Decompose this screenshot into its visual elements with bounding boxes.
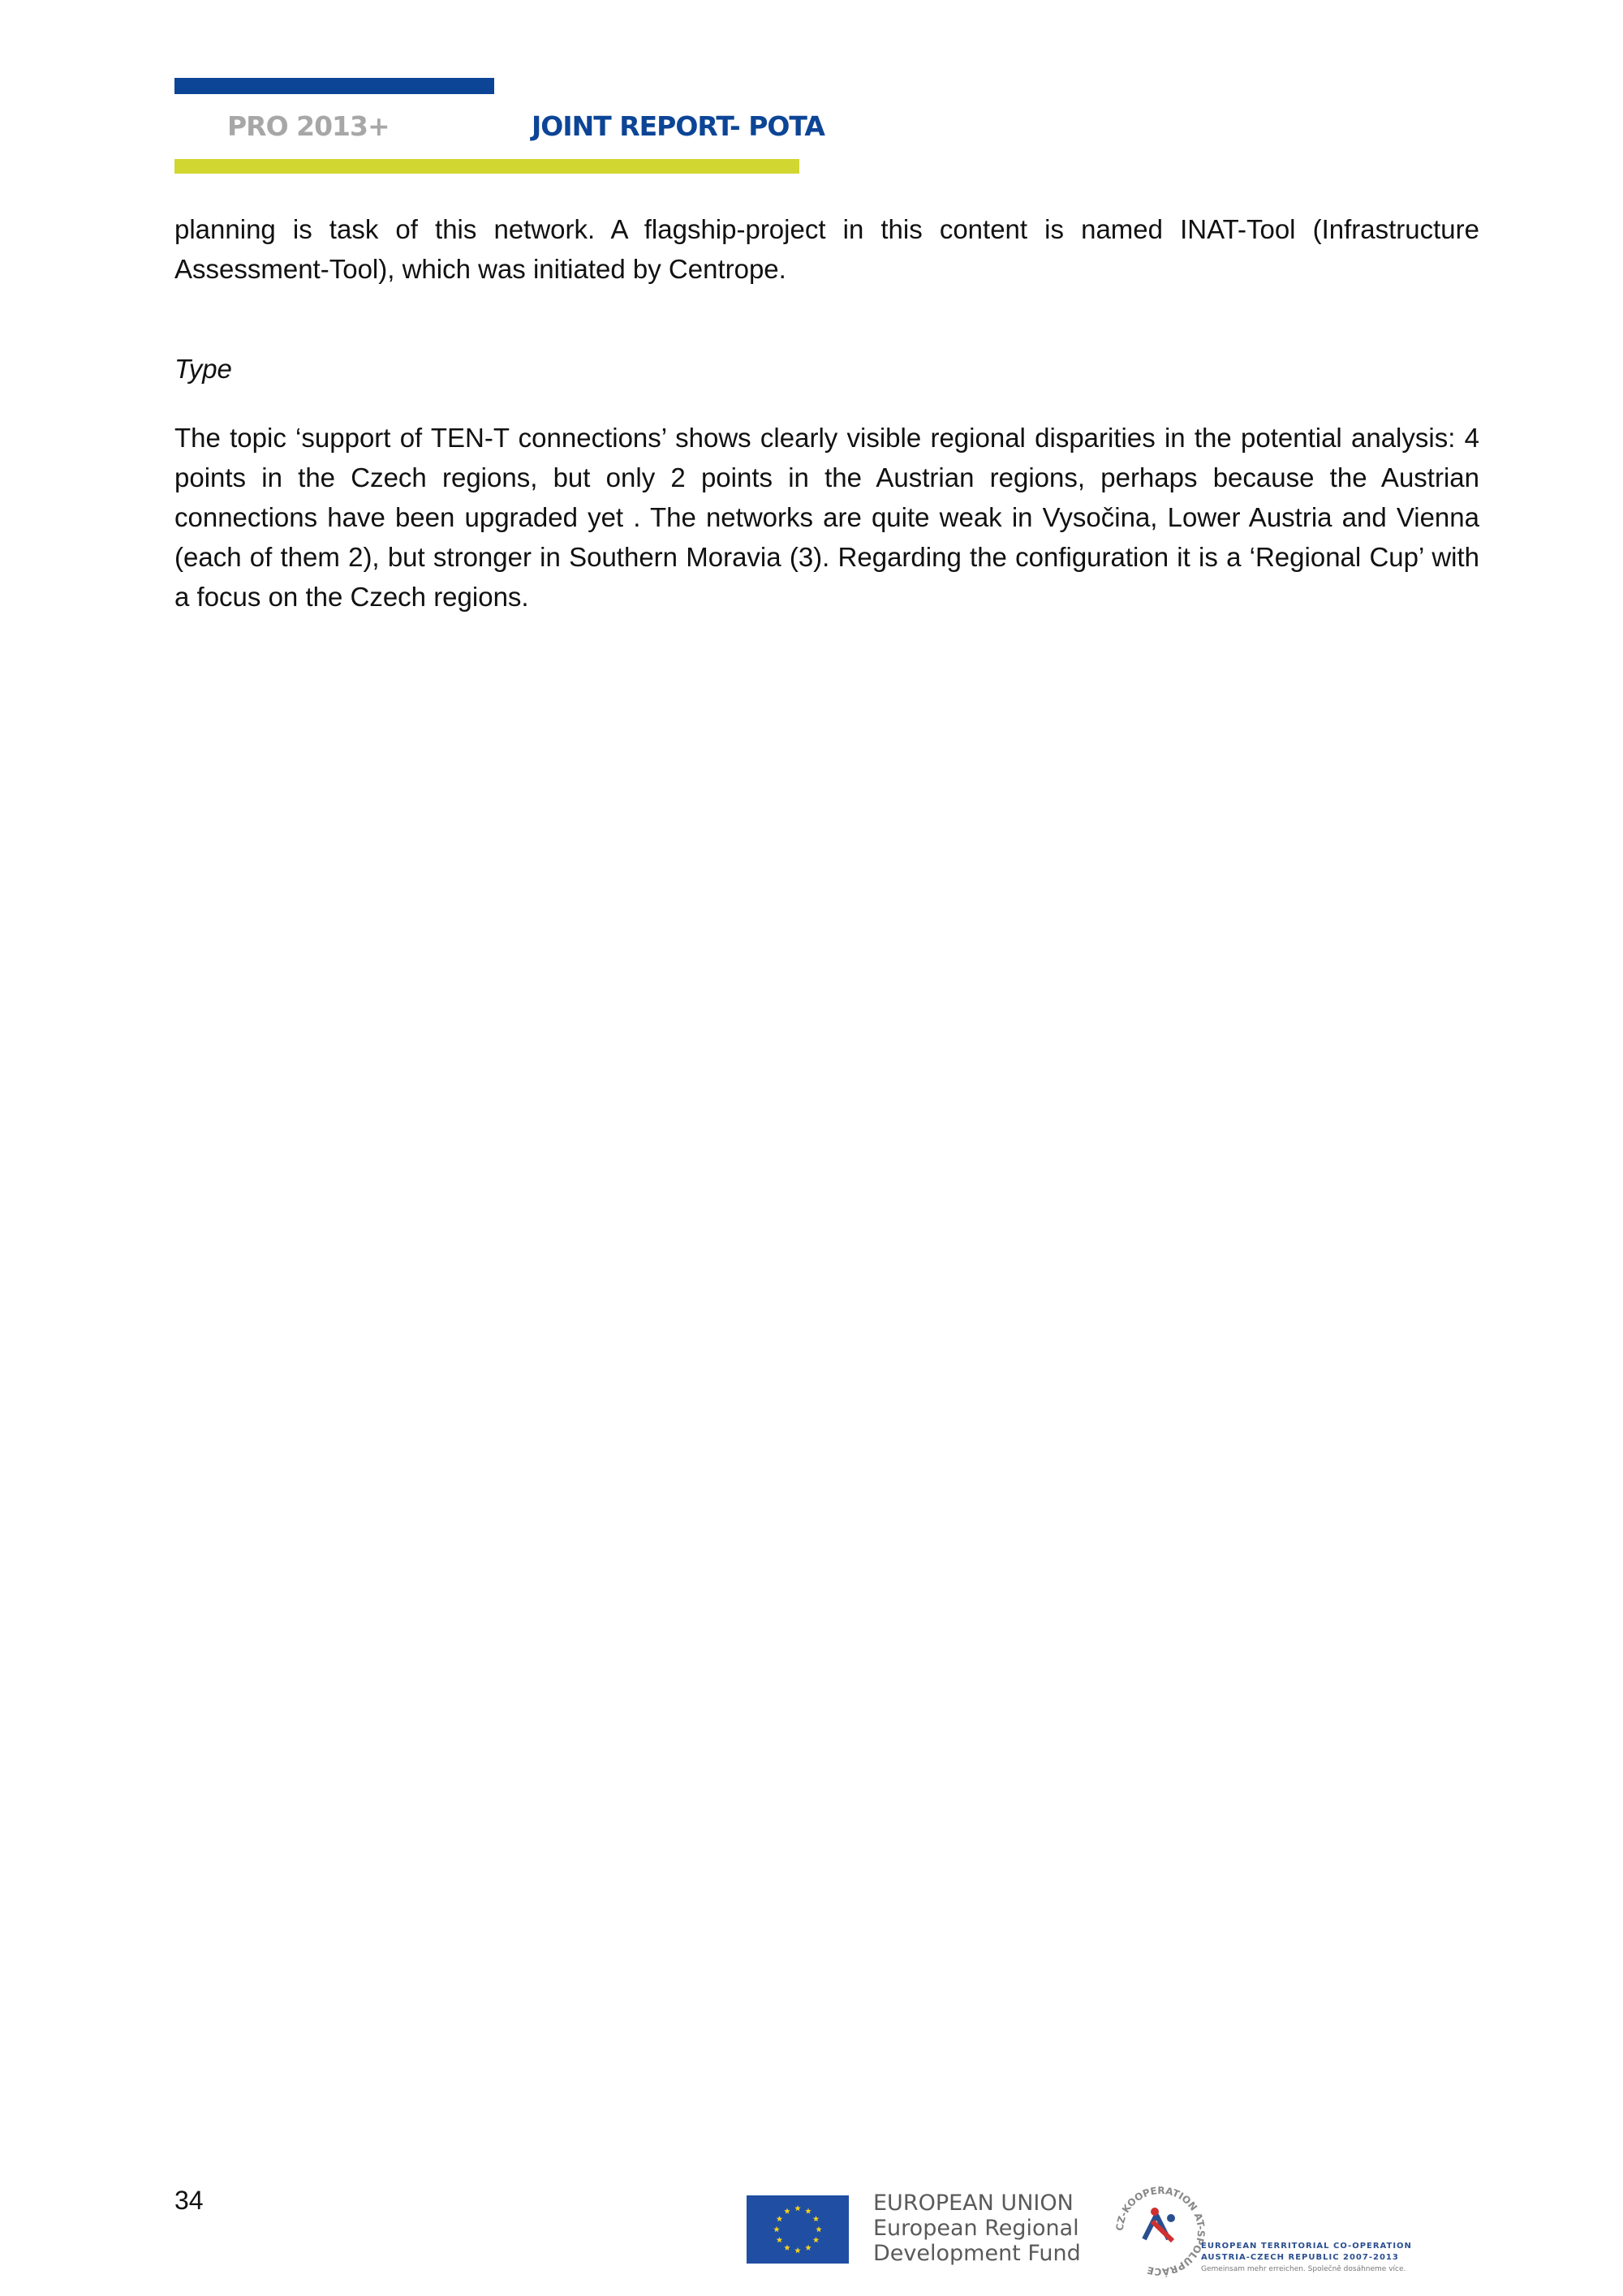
etc-programme-label bbox=[1201, 2241, 1412, 2275]
header-right-title: JOINT REPORT- POTA bbox=[532, 110, 824, 142]
eu-line-2: European Regional bbox=[873, 2216, 1079, 2241]
etc-tagline: Gemeinsam mehr erreichen. Společně dosáhneme více. bbox=[1201, 2265, 1406, 2273]
eu-line-1: EUROPEAN UNION bbox=[873, 2191, 1074, 2216]
page-number: 34 bbox=[174, 2186, 204, 2215]
section-heading-type: Type bbox=[174, 354, 232, 384]
header-lime-bar bbox=[174, 159, 799, 174]
header-left-title: PRO 2013+ bbox=[227, 110, 390, 142]
header-blue-bar bbox=[174, 78, 494, 94]
eu-erdf-label bbox=[873, 2191, 1081, 2266]
eu-flag-icon bbox=[747, 2195, 849, 2264]
eu-line-3: Development Fund bbox=[873, 2241, 1081, 2266]
etc-line-2: AUSTRIA-CZECH REPUBLIC 2007-2013 bbox=[1201, 2253, 1399, 2262]
etc-cooperation-logo-icon bbox=[1108, 2182, 1213, 2280]
paragraph-1: planning is task of this network. A flagship-project in this content is named INAT-Tool (Infrastructure Assessment-Tool), which was initiated by Centrope. bbox=[174, 214, 1479, 284]
paragraph-2: The topic ‘support of TEN-T connections’ shows clearly visible regional disparities in the potential analysis: 4 points in the Czech regions, but only 2 points in the Austrian regions, perhaps because the Austrian connections have been upgraded yet . The networks are quite weak in Vysočina, Lower Austria and Vienna (each of them 2), but stronger in Southern Moravia (3). Regarding the configuration it is a ‘Regional Cup’ with a focus on the Czech regions. bbox=[174, 423, 1479, 612]
svg-text:CZ-KOOPERATION AT-SPOLUPRÁCE: CZ-KOOPERATION AT-SPOLUPRÁCE bbox=[1113, 2184, 1208, 2278]
etc-line-1: EUROPEAN TERRITORIAL CO-OPERATION bbox=[1201, 2242, 1412, 2251]
